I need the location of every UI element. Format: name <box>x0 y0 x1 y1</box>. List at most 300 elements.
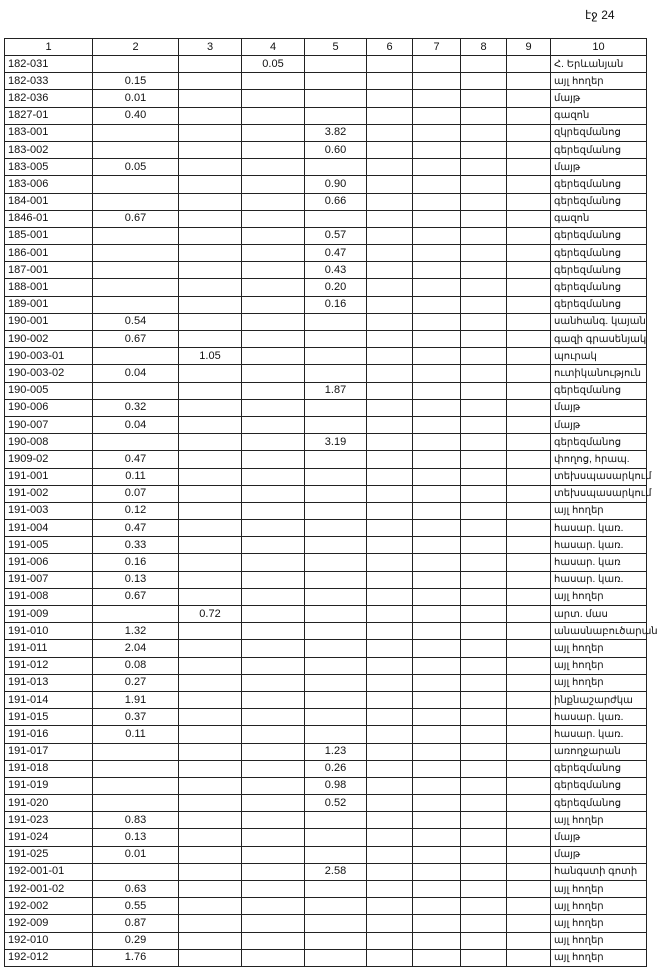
area-cell <box>242 829 305 846</box>
area-cell <box>507 90 551 107</box>
area-cell <box>179 881 242 898</box>
land-use-cell: գերեզմանոց <box>551 193 647 210</box>
parcel-code-cell: 183-005 <box>5 159 93 176</box>
area-cell <box>461 159 507 176</box>
area-cell <box>367 193 413 210</box>
area-cell <box>179 262 242 279</box>
table-row <box>5 176 647 193</box>
table-row <box>5 812 647 829</box>
area-cell: 3.19 <box>305 434 367 451</box>
area-cell <box>242 279 305 296</box>
area-cell <box>93 262 179 279</box>
area-cell <box>242 554 305 571</box>
area-cell <box>93 863 179 880</box>
area-cell: 0.04 <box>93 416 179 433</box>
area-cell <box>367 898 413 915</box>
area-cell <box>179 760 242 777</box>
land-use-cell: առողջարան <box>551 743 647 760</box>
area-cell <box>179 949 242 966</box>
land-use-cell: այլ հողեր <box>551 657 647 674</box>
area-cell <box>179 313 242 330</box>
area-cell <box>305 623 367 640</box>
area-cell <box>461 674 507 691</box>
area-cell <box>367 863 413 880</box>
area-cell: 1.76 <box>93 949 179 966</box>
area-cell <box>242 932 305 949</box>
parcel-code-cell: 191-008 <box>5 588 93 605</box>
parcel-code-cell: 183-001 <box>5 124 93 141</box>
area-cell <box>179 107 242 124</box>
area-cell <box>461 193 507 210</box>
area-cell <box>461 56 507 73</box>
area-cell <box>179 296 242 313</box>
area-cell <box>242 863 305 880</box>
area-cell <box>305 881 367 898</box>
area-cell <box>242 468 305 485</box>
area-cell <box>305 73 367 90</box>
area-cell <box>367 227 413 244</box>
land-use-cell: գերեզմանոց <box>551 262 647 279</box>
area-cell <box>242 691 305 708</box>
area-cell: 1.05 <box>179 348 242 365</box>
table-row <box>5 520 647 537</box>
table-row <box>5 348 647 365</box>
area-cell <box>507 107 551 124</box>
area-cell <box>461 365 507 382</box>
area-cell <box>305 90 367 107</box>
area-cell <box>179 176 242 193</box>
area-cell <box>367 537 413 554</box>
table-row <box>5 159 647 176</box>
area-cell <box>413 159 461 176</box>
area-cell <box>461 468 507 485</box>
area-cell <box>507 743 551 760</box>
area-cell <box>242 898 305 915</box>
area-cell <box>413 674 461 691</box>
area-cell <box>242 107 305 124</box>
parcel-code-cell: 182-036 <box>5 90 93 107</box>
area-cell <box>413 451 461 468</box>
area-cell <box>461 623 507 640</box>
parcel-code-cell: 189-001 <box>5 296 93 313</box>
area-cell <box>93 743 179 760</box>
parcel-code-cell: 191-013 <box>5 674 93 691</box>
area-cell <box>242 451 305 468</box>
land-use-cell: գազի գրասենյակ <box>551 331 647 348</box>
land-use-cell: հասար. կառ. <box>551 520 647 537</box>
area-cell <box>507 554 551 571</box>
land-use-cell: զկրեզմանոց <box>551 124 647 141</box>
area-cell <box>367 554 413 571</box>
parcel-code-cell: 191-006 <box>5 554 93 571</box>
land-use-cell: այլ հողեր <box>551 949 647 966</box>
area-cell <box>242 606 305 623</box>
parcel-code-cell: 191-004 <box>5 520 93 537</box>
area-cell <box>93 176 179 193</box>
land-use-cell: գերեզմանոց <box>551 296 647 313</box>
area-cell <box>179 124 242 141</box>
area-cell <box>461 382 507 399</box>
parcel-code-cell: 191-019 <box>5 777 93 794</box>
area-cell <box>93 434 179 451</box>
area-cell <box>367 777 413 794</box>
area-cell <box>461 434 507 451</box>
area-cell <box>461 73 507 90</box>
area-cell <box>413 915 461 932</box>
area-cell <box>367 485 413 502</box>
area-cell <box>242 623 305 640</box>
area-cell <box>179 502 242 519</box>
parcel-code-cell: 192-002 <box>5 898 93 915</box>
area-cell <box>413 56 461 73</box>
area-cell <box>367 468 413 485</box>
table-row <box>5 485 647 502</box>
table-row <box>5 382 647 399</box>
land-use-cell: գերեզմանոց <box>551 245 647 262</box>
table-row <box>5 451 647 468</box>
area-cell <box>461 588 507 605</box>
area-cell <box>507 898 551 915</box>
parcel-code-cell: 191-002 <box>5 485 93 502</box>
area-cell <box>413 382 461 399</box>
area-cell: 0.01 <box>93 90 179 107</box>
table-row <box>5 846 647 863</box>
land-use-cell: այլ հողեր <box>551 640 647 657</box>
area-cell <box>179 571 242 588</box>
area-cell <box>507 915 551 932</box>
area-cell <box>242 485 305 502</box>
area-cell: 1.91 <box>93 691 179 708</box>
parcel-code-cell: 185-001 <box>5 227 93 244</box>
area-cell: 0.47 <box>305 245 367 262</box>
area-cell <box>179 365 242 382</box>
area-cell: 0.07 <box>93 485 179 502</box>
table-row <box>5 434 647 451</box>
parcel-code-cell: 191-011 <box>5 640 93 657</box>
area-cell <box>507 365 551 382</box>
area-cell <box>367 159 413 176</box>
area-cell <box>242 588 305 605</box>
table-row <box>5 227 647 244</box>
area-cell <box>367 176 413 193</box>
area-cell <box>413 141 461 158</box>
area-cell: 0.60 <box>305 141 367 158</box>
area-cell: 0.16 <box>305 296 367 313</box>
area-cell <box>461 124 507 141</box>
table-row <box>5 296 647 313</box>
area-cell <box>305 915 367 932</box>
area-cell <box>461 932 507 949</box>
area-cell <box>413 657 461 674</box>
area-cell <box>413 760 461 777</box>
area-cell <box>367 399 413 416</box>
area-cell <box>367 56 413 73</box>
area-cell <box>413 863 461 880</box>
land-use-cell: հանգստի գոտի <box>551 863 647 880</box>
table-row <box>5 743 647 760</box>
area-cell <box>179 399 242 416</box>
area-cell: 0.52 <box>305 795 367 812</box>
area-cell <box>305 588 367 605</box>
area-cell <box>367 313 413 330</box>
area-cell <box>367 73 413 90</box>
parcel-code-cell: 191-005 <box>5 537 93 554</box>
area-cell <box>179 73 242 90</box>
area-cell <box>461 760 507 777</box>
area-cell <box>413 193 461 210</box>
area-cell <box>507 502 551 519</box>
area-cell <box>93 245 179 262</box>
area-cell <box>461 416 507 433</box>
column-header-5: 5 <box>305 39 367 56</box>
area-cell <box>305 554 367 571</box>
table-row <box>5 915 647 932</box>
area-cell <box>305 846 367 863</box>
area-cell <box>507 709 551 726</box>
parcel-code-cell: 191-015 <box>5 709 93 726</box>
parcel-code-cell: 1827-01 <box>5 107 93 124</box>
area-cell <box>507 176 551 193</box>
parcel-code-cell: 191-016 <box>5 726 93 743</box>
area-cell <box>461 812 507 829</box>
area-cell <box>367 846 413 863</box>
area-cell <box>242 176 305 193</box>
area-cell <box>305 159 367 176</box>
area-cell <box>461 245 507 262</box>
area-cell <box>413 537 461 554</box>
area-cell <box>507 863 551 880</box>
area-cell: 0.15 <box>93 73 179 90</box>
area-cell <box>93 777 179 794</box>
parcel-code-cell: 182-031 <box>5 56 93 73</box>
area-cell: 0.98 <box>305 777 367 794</box>
area-cell <box>461 537 507 554</box>
area-cell <box>367 760 413 777</box>
area-cell <box>461 485 507 502</box>
area-cell <box>413 485 461 502</box>
land-use-cell: սանհանգ. կայան <box>551 313 647 330</box>
area-cell <box>367 520 413 537</box>
parcel-code-cell: 182-033 <box>5 73 93 90</box>
area-cell: 2.04 <box>93 640 179 657</box>
area-cell <box>242 502 305 519</box>
area-cell <box>413 829 461 846</box>
area-cell: 0.11 <box>93 726 179 743</box>
table-row <box>5 141 647 158</box>
parcel-code-cell: 191-001 <box>5 468 93 485</box>
area-cell: 0.55 <box>93 898 179 915</box>
area-cell <box>367 434 413 451</box>
land-use-cell: մայթ <box>551 399 647 416</box>
area-cell <box>367 691 413 708</box>
area-cell: 0.57 <box>305 227 367 244</box>
area-cell <box>367 949 413 966</box>
area-cell <box>413 434 461 451</box>
area-cell <box>461 571 507 588</box>
table-row <box>5 124 647 141</box>
area-cell <box>93 56 179 73</box>
area-cell <box>179 554 242 571</box>
area-cell <box>367 416 413 433</box>
column-header-4: 4 <box>242 39 305 56</box>
area-cell <box>461 399 507 416</box>
area-cell <box>413 331 461 348</box>
area-cell <box>242 915 305 932</box>
table-row <box>5 554 647 571</box>
table-body <box>5 56 658 967</box>
land-use-cell: այլ հողեր <box>551 915 647 932</box>
area-cell <box>179 777 242 794</box>
area-cell: 0.32 <box>93 399 179 416</box>
area-cell <box>242 640 305 657</box>
area-cell: 0.72 <box>179 606 242 623</box>
area-cell <box>413 846 461 863</box>
area-cell <box>367 382 413 399</box>
column-header-8: 8 <box>461 39 507 56</box>
parcel-code-cell: 190-008 <box>5 434 93 451</box>
table-row <box>5 949 647 966</box>
area-cell: 2.58 <box>305 863 367 880</box>
table-row <box>5 588 647 605</box>
area-cell <box>507 331 551 348</box>
area-cell <box>413 743 461 760</box>
land-use-cell: Հ. Երևանյան <box>551 56 647 73</box>
parcel-code-cell: 190-003-02 <box>5 365 93 382</box>
table-row <box>5 537 647 554</box>
land-use-cell: մայթ <box>551 90 647 107</box>
area-cell <box>367 502 413 519</box>
area-cell <box>413 296 461 313</box>
column-header-6: 6 <box>367 39 413 56</box>
area-cell <box>413 313 461 330</box>
land-use-cell: տեխսպասարկում <box>551 485 647 502</box>
parcel-code-cell: 190-001 <box>5 313 93 330</box>
area-cell <box>305 932 367 949</box>
area-cell: 1.32 <box>93 623 179 640</box>
area-cell <box>507 657 551 674</box>
area-cell <box>461 881 507 898</box>
area-cell <box>305 606 367 623</box>
area-cell <box>179 829 242 846</box>
area-cell <box>413 795 461 812</box>
land-use-cell: գազոն <box>551 210 647 227</box>
area-cell <box>242 210 305 227</box>
area-cell <box>242 846 305 863</box>
area-cell <box>461 107 507 124</box>
area-cell <box>305 571 367 588</box>
parcel-code-cell: 191-025 <box>5 846 93 863</box>
area-cell <box>242 73 305 90</box>
area-cell <box>93 227 179 244</box>
parcel-code-cell: 191-010 <box>5 623 93 640</box>
area-cell <box>507 485 551 502</box>
area-cell: 3.82 <box>305 124 367 141</box>
area-cell <box>461 709 507 726</box>
area-cell <box>93 795 179 812</box>
area-cell <box>242 193 305 210</box>
land-use-cell: գերեզմանոց <box>551 382 647 399</box>
area-cell <box>305 829 367 846</box>
land-use-cell: այլ հողեր <box>551 932 647 949</box>
table-row <box>5 245 647 262</box>
area-cell <box>413 399 461 416</box>
area-cell <box>507 279 551 296</box>
area-cell <box>367 726 413 743</box>
area-cell: 0.90 <box>305 176 367 193</box>
table-row <box>5 932 647 949</box>
area-cell <box>507 606 551 623</box>
area-cell <box>413 245 461 262</box>
area-cell <box>367 606 413 623</box>
area-cell: 0.05 <box>242 56 305 73</box>
column-header-3: 3 <box>179 39 242 56</box>
area-cell <box>367 141 413 158</box>
page-number: էջ 24 <box>585 8 615 22</box>
area-cell <box>179 485 242 502</box>
area-cell <box>93 606 179 623</box>
area-cell <box>507 726 551 743</box>
area-cell <box>507 571 551 588</box>
area-cell <box>305 399 367 416</box>
table-row <box>5 468 647 485</box>
area-cell <box>461 262 507 279</box>
area-cell <box>179 90 242 107</box>
area-cell: 0.29 <box>93 932 179 949</box>
land-use-cell: հասար. կառ. <box>551 571 647 588</box>
area-cell <box>179 898 242 915</box>
area-cell <box>507 468 551 485</box>
area-cell <box>367 331 413 348</box>
area-cell <box>461 726 507 743</box>
area-cell: 0.83 <box>93 812 179 829</box>
parcel-code-cell: 192-001-01 <box>5 863 93 880</box>
area-cell <box>367 657 413 674</box>
area-cell <box>507 348 551 365</box>
parcel-code-cell: 191-018 <box>5 760 93 777</box>
area-cell <box>179 279 242 296</box>
area-cell <box>305 898 367 915</box>
land-use-cell: այլ հողեր <box>551 588 647 605</box>
parcel-code-cell: 191-009 <box>5 606 93 623</box>
parcel-code-cell: 183-006 <box>5 176 93 193</box>
area-cell <box>305 365 367 382</box>
table-row <box>5 210 647 227</box>
area-cell <box>242 159 305 176</box>
column-header-1: 1 <box>5 39 93 56</box>
area-cell <box>305 485 367 502</box>
table-row <box>5 881 647 898</box>
area-cell <box>179 932 242 949</box>
table-row <box>5 90 647 107</box>
area-cell <box>242 365 305 382</box>
area-cell <box>305 949 367 966</box>
area-cell <box>179 537 242 554</box>
area-cell <box>179 588 242 605</box>
area-cell <box>179 726 242 743</box>
parcel-code-cell: 192-012 <box>5 949 93 966</box>
area-cell <box>305 674 367 691</box>
area-cell <box>367 107 413 124</box>
land-use-cell: մայթ <box>551 846 647 863</box>
area-cell: 0.04 <box>93 365 179 382</box>
parcel-code-cell: 192-009 <box>5 915 93 932</box>
area-cell <box>507 795 551 812</box>
area-cell <box>305 56 367 73</box>
parcel-code-cell: 192-001-02 <box>5 881 93 898</box>
area-cell <box>413 73 461 90</box>
area-cell <box>305 107 367 124</box>
area-cell <box>305 502 367 519</box>
